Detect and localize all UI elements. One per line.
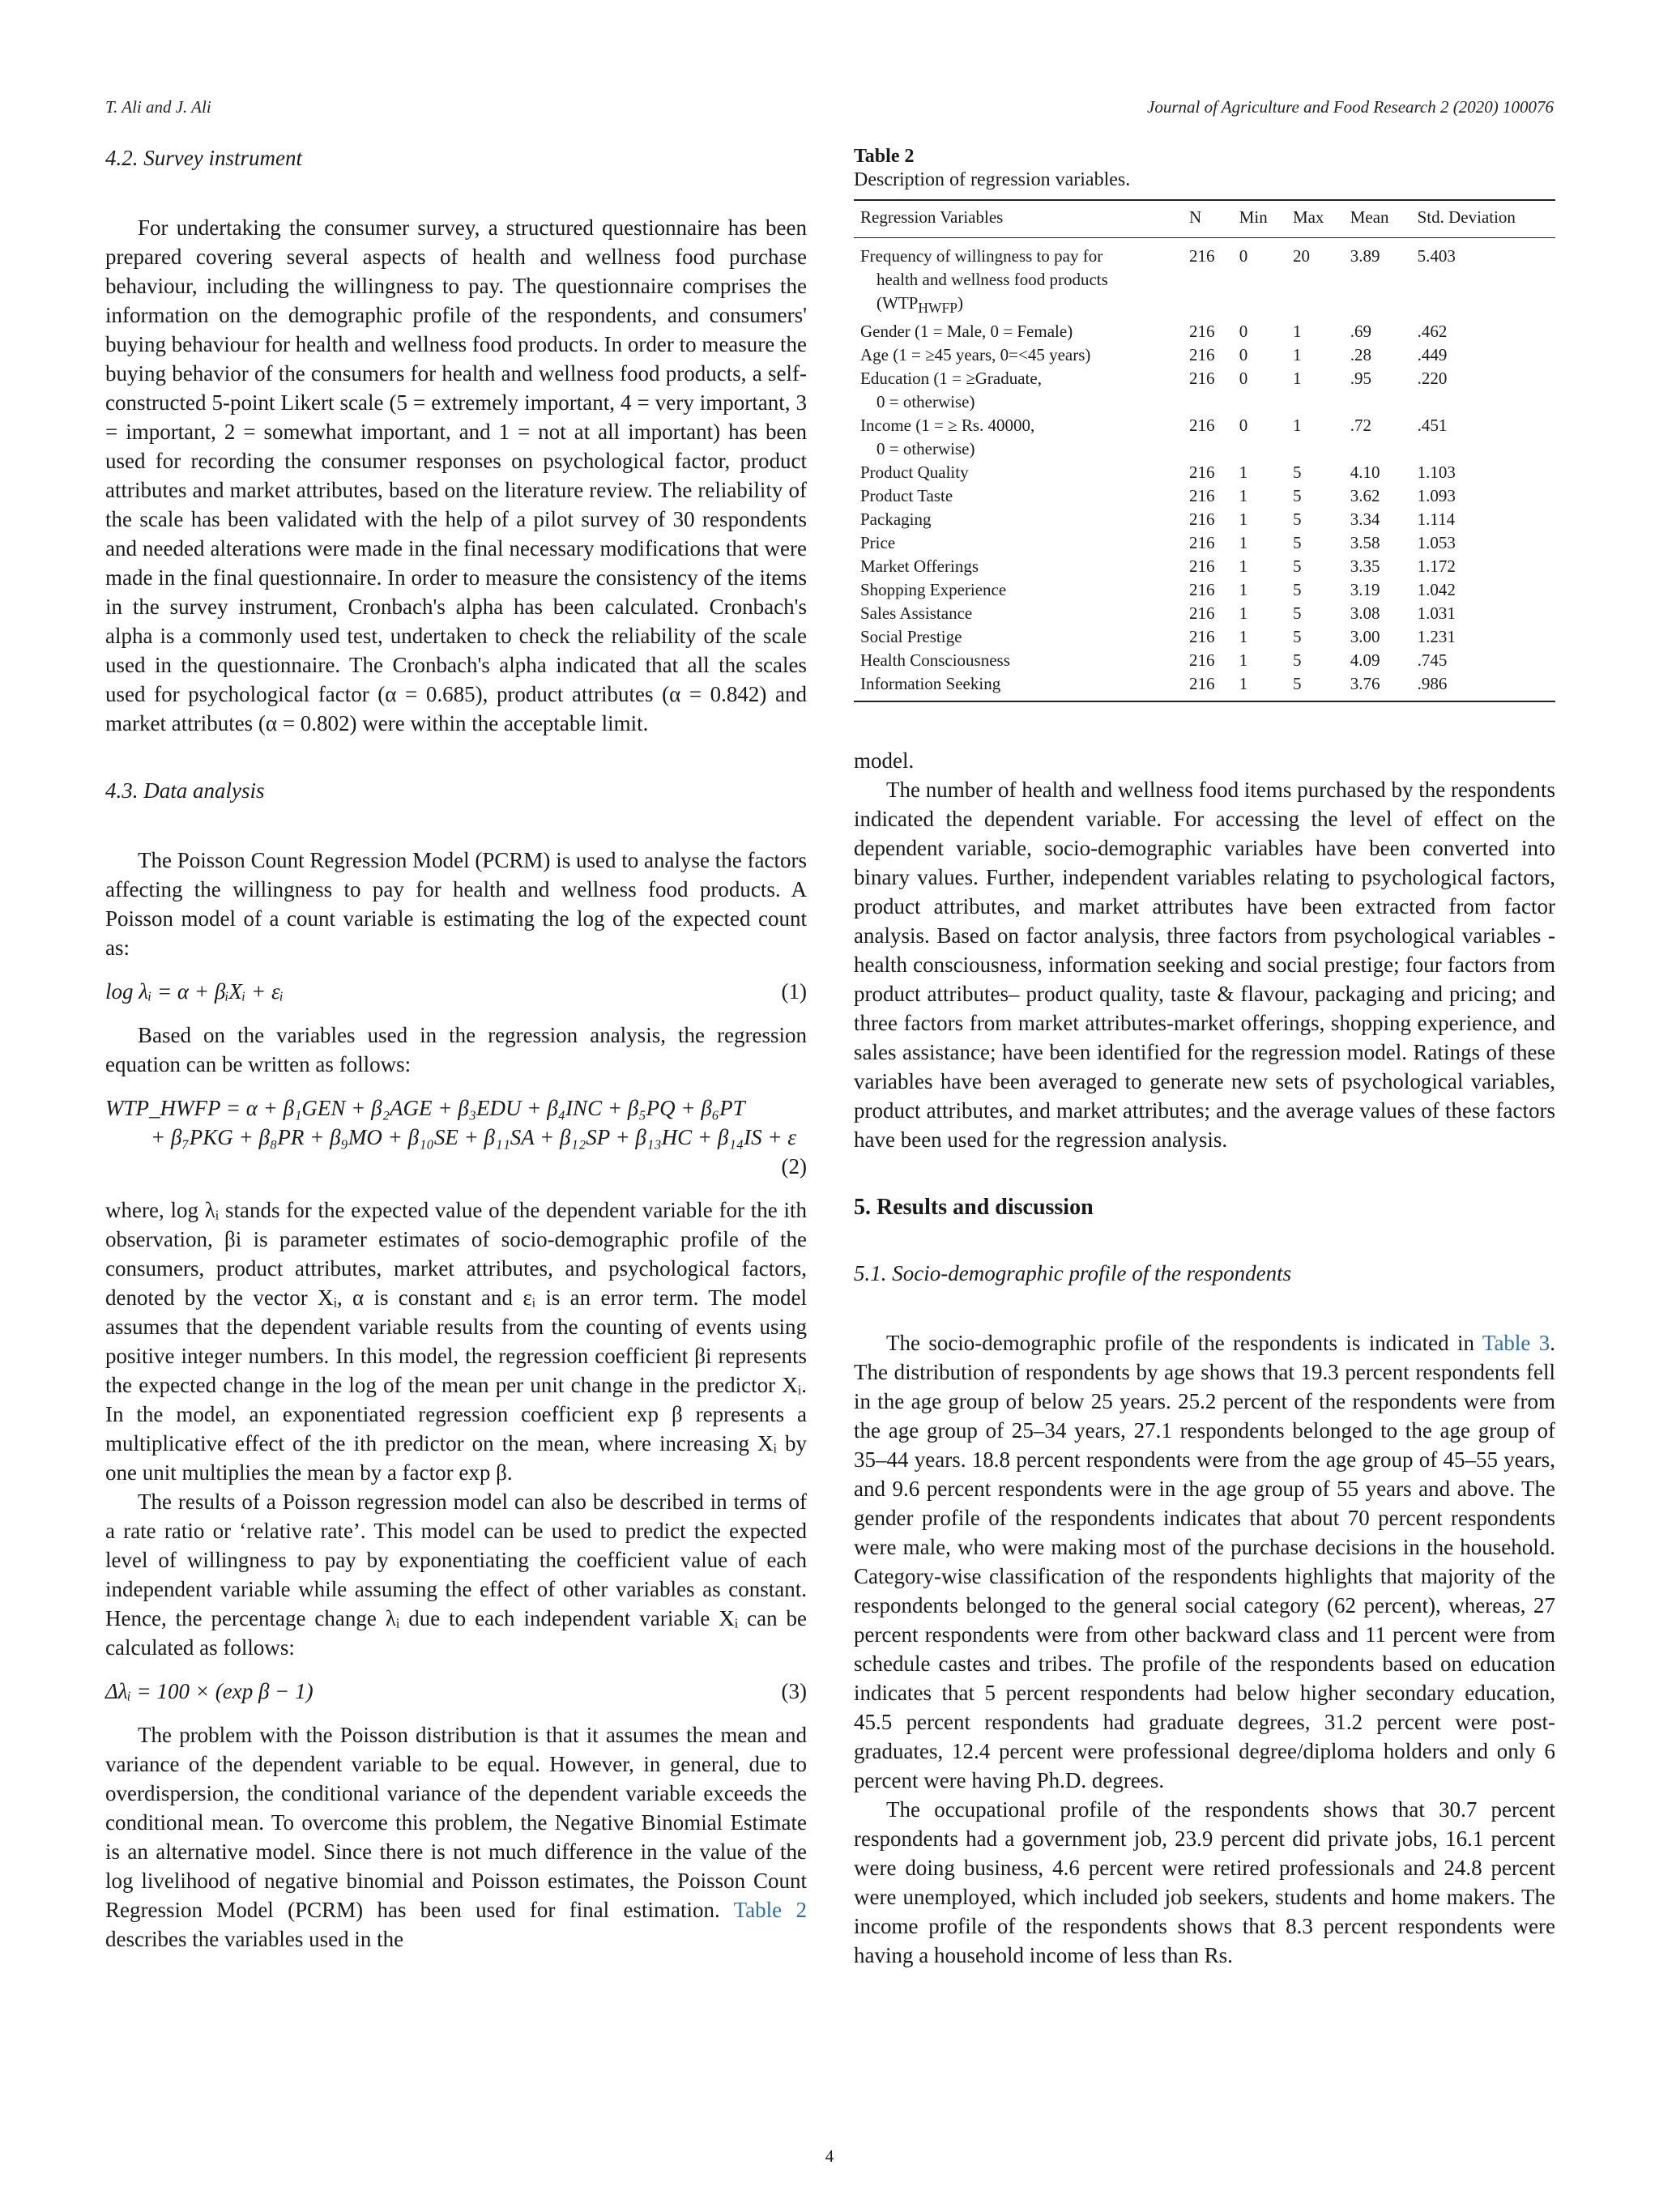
equation-1-body: log λᵢ = α + βᵢXᵢ + εᵢ [105,979,284,1004]
cell-variable [854,649,1183,672]
page-number: 4 [825,2146,834,2166]
header-mean: Mean [1344,200,1411,238]
variable-name: Price [860,533,896,553]
cell-sd: 5.403 [1417,246,1456,266]
cell-sd: .449 [1417,345,1448,365]
cell-mean: .28 [1350,345,1371,365]
header-max: Max [1286,200,1344,238]
cell-max: 5 [1292,462,1302,483]
cell-n: 216 [1189,345,1215,365]
cell-n: 216 [1189,416,1215,436]
cell-variable [854,343,1183,367]
cell-min: 1 [1239,650,1248,671]
cell-sd: .462 [1417,322,1448,342]
paragraph-text: The socio-demographic profile of the respondents is indicated in [886,1331,1474,1356]
table-row [854,484,1555,508]
cell-sd: 1.103 [1417,462,1456,483]
cell-variable [854,625,1183,649]
cell-min: 0 [1239,322,1248,342]
cell-max: 5 [1292,580,1302,600]
cell-variable [854,531,1183,555]
cell-n: 216 [1189,486,1215,506]
cell-n: 216 [1189,580,1215,600]
variable-name: Education (1 = ≥Graduate, [860,369,1042,389]
cell-mean: 3.58 [1350,533,1380,553]
cell-min: 1 [1239,533,1248,553]
table-2-link[interactable]: Table 2 [733,1898,807,1922]
section-4-3-title: 4.3. Data analysis [105,778,265,803]
cell-sd: .220 [1417,369,1448,389]
cell-max: 20 [1292,246,1310,266]
table-row [854,320,1555,343]
variable-name: Age (1 = ≥45 years, 0=<45 years) [860,345,1091,365]
cell-min: 0 [1239,246,1248,266]
cell-sd: 1.031 [1417,603,1456,624]
socio-demographic-paragraph-1 [854,1328,1555,1795]
table-row [854,531,1555,555]
cell-n: 216 [1189,556,1215,577]
cell-min: 1 [1239,627,1248,647]
cell-variable [854,461,1183,484]
variable-cont-text: health and wellness food products (WTP [876,270,1108,313]
cell-variable [854,484,1183,508]
variable-cont-text: 0 = otherwise) [876,439,975,459]
variable-name: Gender (1 = Male, 0 = Female) [860,322,1073,342]
cell-variable [854,238,1183,321]
table-row [854,672,1555,701]
variable-name: Information Seeking [860,674,1001,694]
cell-min: 0 [1239,369,1248,389]
table-row [854,649,1555,672]
cell-mean: 3.62 [1350,486,1380,506]
table-row [854,578,1555,602]
cell-n: 216 [1189,627,1215,647]
equation-3-body: Δλᵢ = 100 × (exp β − 1) [105,1679,313,1703]
table-row [854,602,1555,625]
cell-variable [854,320,1183,343]
variable-name: Shopping Experience [860,580,1007,600]
cell-max: 5 [1292,509,1302,530]
equation-2 [105,1093,807,1181]
variable-name: Product Taste [860,486,953,506]
model-paragraph: The number of health and wellness food items purchased by the respondents indicated the dependent variable. For accessing the level of effect on the dependent variable, socio-demographic variables have been converted into binary values. Further, independent variables relating to psychological factors, product attributes, and market attributes have been extracted from factor analysis. Based on factor analysis, three factors from psychological variables - health consciousness, information seeking and social prestige; four factors from product attributes– product quality, taste & flavour, packaging and pricing; and three factors from market attributes-market offerings, shopping experience, and sales assistance; have been identified for the regression model. Ratings of these variables have been averaged to generate new sets of psychological variables, product attributes, and market attributes; and the average values of these factors have been used for the regression analysis. [854,778,1555,1153]
cell-n: 216 [1189,462,1215,483]
table-row [854,508,1555,531]
data-analysis-paragraph-3: where, log λᵢ stands for the expected value of the dependent variable for the ith observation, βi is parameter estimates of socio-demographic profile of the consumers, product attributes, market attributes, and psychological factors, denoted by the vector Xᵢ, α is constant and εᵢ is an error term. The model assumes that the dependent variable results from the counting of events using positive integer numbers. In this model, the regression coefficient βi represents the expected change in the log of the mean per unit change in the predictor Xᵢ. In the model, an exponentiated regression coefficient exp β represents a multiplicative effect of the ith predictor on the mean, where increasing Xᵢ by one unit multiplies the mean by a factor exp β. [105,1198,807,1485]
cell-mean: .95 [1350,369,1371,389]
cell-variable [854,555,1183,578]
cell-sd: .986 [1411,672,1555,701]
cell-mean: 3.34 [1350,509,1380,530]
header-n: N [1183,200,1233,238]
table-header-row [854,200,1555,238]
table-row [854,625,1555,649]
equation-1 [105,977,807,1006]
variable-name-continued [860,437,1176,461]
cell-min: 0 [1239,345,1248,365]
equation-3-number: (3) [781,1679,807,1703]
cell-n: 216 [1189,603,1215,624]
equation-1-number: (1) [781,979,807,1004]
cell-max: 5 [1286,672,1344,701]
cell-max: 1 [1292,416,1302,436]
section-4-2-title: 4.2. Survey instrument [105,146,302,170]
cell-min: 1 [1239,509,1248,530]
cell-variable [854,602,1183,625]
cell-mean: 3.19 [1350,580,1380,600]
right-column [854,146,1555,1970]
variable-name: Frequency of willingness to pay for [860,246,1103,266]
table-row [854,414,1555,461]
data-analysis-paragraph-1: The Poisson Count Regression Model (PCRM) is used to analyse the factors affecting the willingness to pay for health and wellness food products. A Poisson model of a count variable is estimating the log of the expected count as: [105,848,807,960]
left-column [105,146,807,1954]
table-row [854,343,1555,367]
section-5-1-title: 5.1. Socio-demographic profile of the respondents [854,1261,1292,1286]
cell-sd: .745 [1417,650,1448,671]
cell-mean: .72 [1350,416,1371,436]
cell-max: 5 [1292,603,1302,624]
variable-name: Health Consciousness [860,650,1010,671]
equation-2-number: (2) [781,1154,807,1178]
cell-sd: 1.093 [1417,486,1456,506]
survey-instrument-paragraph: For undertaking the consumer survey, a structured questionnaire has been prepared covering several aspects of health and wellness food purchase behaviour, including the willingness to pay. The questionnaire comprises the information on the demographic profile of the respondents, and consumers' buying behaviour for health and wellness food products. In order to measure the buying behavior of the consumers for health and wellness food products, a self-constructed 5-point Likert scale (5 = extremely important, 4 = very important, 3 = important, 2 = somewhat important, and 1 = not at all important) has been used for recording the consumer responses on psychological factor, product attributes and market attributes, based on the literature review. The reliability of the scale has been validated with the help of a pilot survey of 30 respondents and needed alterations were made in the final necessary modifications that were made in the final questionnaire. In order to measure the consistency of the items in the survey instrument, Cronbach's alpha has been calculated. Cronbach's alpha is a commonly used test, undertaken to check the reliability of the scale used in the questionnaire. The Cronbach's alpha indicated that all the scales used for psychological factor (α = 0.685), product attributes (α = 0.842) and market attributes (α = 0.802) were within the acceptable limit. [105,215,808,735]
cell-mean: 3.08 [1350,603,1380,624]
cell-variable [854,578,1183,602]
section-5-title: 5. Results and discussion [854,1195,1094,1221]
cell-variable [854,367,1183,414]
cell-mean: 4.10 [1350,462,1380,483]
cell-n: 216 [1189,650,1215,671]
table-row [854,367,1555,414]
table-row [854,238,1555,321]
socio-demographic-paragraph-2: The occupational profile of the respondents shows that 30.7 percent respondents had a government job, 23.9 percent did private jobs, 16.1 percent were doing business, 4.6 percent were retired professionals and 24.8 percent were unemployed, which included job seekers, students and home makers. The income profile of the respondents shows that 8.3 percent respondents were having a household income of less than Rs. [854,1797,1555,1968]
paragraph-5-tail: describes the variables used in the [105,1927,404,1951]
variable-cont-text: 0 = otherwise) [876,392,975,412]
cell-max: 5 [1292,533,1302,553]
table-2-caption: Table 2 [854,146,915,167]
data-analysis-paragraph-4: The results of a Poisson regression model can also be described in terms of a rate ratio or ‘relative rate’. This model can be used to predict the expected level of willingness to pay by exponentiating the coefficient value of each independent variable while assuming the effect of other variables as constant. Hence, the percentage change λᵢ due to each independent variable Xᵢ can be calculated as follows: [105,1490,807,1660]
equation-2-line-1: WTP_HWFP = α + β₁GEN + β₂AGE + β₃EDU + β₄INC + β₅PQ + β₆PT [105,1096,745,1120]
variable-name: Packaging [860,509,932,530]
cell-sd: 1.042 [1417,580,1456,600]
variable-name-continued [860,268,1176,320]
variable-name: Income (1 = ≥ Rs. 40000, [860,416,1035,436]
cell-n: 216 [1189,533,1215,553]
cell-max: 5 [1292,486,1302,506]
variable-subscript: HWFP [918,300,957,317]
table-row [854,555,1555,578]
cell-sd: 1.172 [1417,556,1456,577]
cell-max: 5 [1292,650,1302,671]
cell-mean: 4.09 [1350,650,1380,671]
cell-min: 1 [1239,462,1248,483]
cell-n: 216 [1189,246,1215,266]
table-3-link[interactable]: Table 3 [1482,1331,1550,1356]
header-std-deviation: Std. Deviation [1411,200,1555,238]
cell-min: 0 [1239,416,1248,436]
paragraph-text-cont: . The distribution of respondents by age shows that 19.3 percent respondents fell in the age group of below 25 years. 25.2 percent of the respondents were from the age group of 25–34 years, 27.1 respondents belonged to the age group of 35–44 years. 18.8 percent respondents were from the age group of 45–55 years, and 9.6 percent respondents were in the age group of 55 years and above. The gender profile of the respondents indicates that about 70 percent respondents were male, who were making most of the purchase decisions in the household. Category-wise classification of the respondents highlights that majority of the respondents belonged to the general social category (62 percent), whereas, 27 percent respondents were from other backward class and 11 percent were from schedule castes and tribes. The profile of the respondents based on education indicates that 5 percent respondents had below higher secondary education, 45.5 percent respondents had graduate degrees, 31.2 percent were post-graduates, 12.4 percent were professional degree/diploma holders and only 6 percent were having Ph.D. degrees. [854,1331,1556,1793]
equation-3 [105,1677,807,1706]
cell-mean: 3.89 [1350,246,1380,266]
cell-mean: 3.35 [1350,556,1380,577]
cell-min: 1 [1239,603,1248,624]
cell-max: 5 [1292,556,1302,577]
header-authors: T. Ali and J. Ali [105,97,211,117]
cell-min: 1 [1239,556,1248,577]
cell-max: 5 [1292,627,1302,647]
table-2-description: Description of regression variables. [854,169,1131,190]
cell-sd: .451 [1417,416,1448,436]
variable-name: Market Offerings [860,556,979,577]
cell-variable [854,672,1183,701]
variable-name: Product Quality [860,462,969,483]
cell-min: 1 [1239,580,1248,600]
cell-n: 216 [1189,509,1215,530]
cell-min: 1 [1239,486,1248,506]
cell-variable [854,414,1183,461]
cell-mean: .69 [1350,322,1371,342]
header-variable: Regression Variables [854,200,1183,238]
cell-sd: 1.231 [1417,627,1456,647]
equation-2-line-2: + β₇PKG + β₈PR + β₉MO + β₁₀SE + β₁₁SA + β₁₂SP + β₁₃HC + β₁₄IS + ε [151,1125,796,1149]
regression-variables-table [854,199,1555,702]
cell-n: 216 [1189,369,1215,389]
data-analysis-paragraph-2: Based on the variables used in the regression analysis, the regression equation can be written as follows: [105,1023,807,1076]
cell-n: 216 [1189,322,1215,342]
cell-mean: 3.76 [1344,672,1411,701]
header-min: Min [1233,200,1286,238]
cell-n: 216 [1183,672,1233,701]
cell-max: 1 [1292,345,1302,365]
variable-name: Sales Assistance [860,603,973,624]
model-tail-text: model. [854,748,915,774]
table-row [854,461,1555,484]
variable-after: ) [957,293,963,313]
variable-name-continued [860,390,1176,414]
cell-mean: 3.00 [1350,627,1380,647]
cell-sd: 1.114 [1417,509,1456,530]
data-analysis-paragraph-5 [105,1720,807,1954]
cell-min: 1 [1233,672,1286,701]
header-journal: Journal of Agriculture and Food Research 2 (2020) 100076 [1147,97,1554,117]
paragraph-5-text: The problem with the Poisson distribution is that it assumes the mean and variance of the dependent variable to be equal. However, in general, due to overdispersion, the conditional variance of the dependent variable exceeds the conditional mean. To overcome this problem, the Negative Binomial Estimate is an alternative model. Since there is not much difference in the value of the log livelihood of negative binomial and Poisson estimates, the Poisson Count Regression Model (PCRM) has been used for final estimation. [105,1723,807,1922]
cell-variable [854,508,1183,531]
cell-max: 1 [1292,322,1302,342]
variable-name: Social Prestige [860,627,962,647]
cell-sd: 1.053 [1417,533,1456,553]
cell-max: 1 [1292,369,1302,389]
